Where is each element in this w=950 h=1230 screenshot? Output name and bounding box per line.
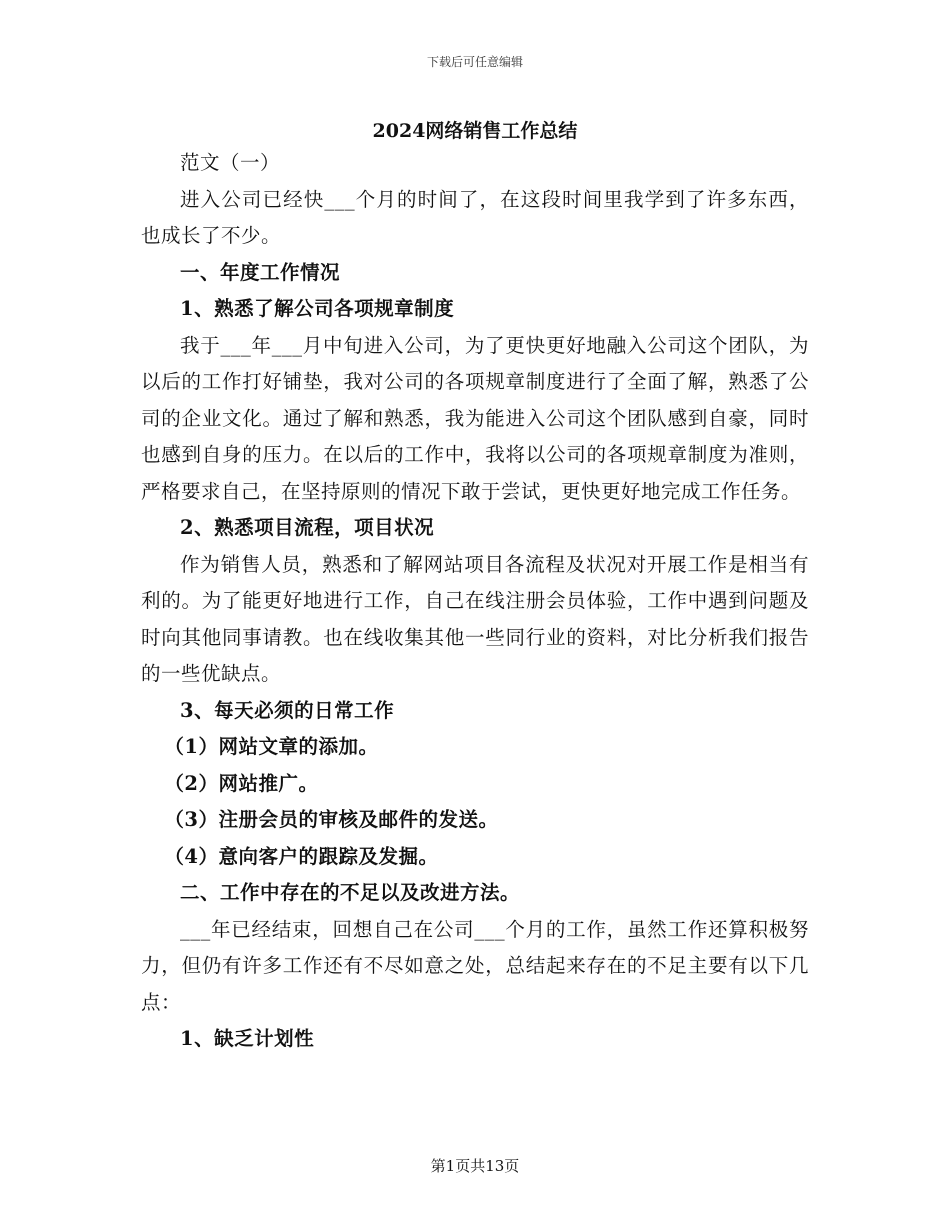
list-item: （2）网站推广。 xyxy=(164,771,319,795)
subheading-1-2: 2、熟悉项目流程，项目状况 xyxy=(180,516,435,539)
section-heading-2: 二、工作中存在的不足以及改进方法。 xyxy=(180,881,521,904)
document-title: 2024网络销售工作总结 xyxy=(372,120,578,142)
paragraph-rules: 我于___年___月中旬进入公司，为了更快更好地融入公司这个团队，为以后的工作打好铺垫，我对公司的各项规章制度进行了全面了解，熟悉了公司的企业文化。通过了解和熟悉，我为能进入公司这个团队感到自豪，同时也感到自身的压力。在以后的工作中，我将以公司的各项规章制度为准则，严格要求自己，在坚持原则的情况下敢于尝试，更快更好地完成工作任务。 xyxy=(141,333,809,503)
subheading-1-1: 1、熟悉了解公司各项规章制度 xyxy=(180,297,455,320)
list-item: （1）网站文章的添加。 xyxy=(164,735,379,758)
list-item: （4）意向客户的跟踪及发掘。 xyxy=(164,844,439,868)
subheading-2-1: 1、缺乏计划性 xyxy=(180,1027,315,1050)
page-number-footer: 第1页共13页 xyxy=(430,1157,520,1175)
header-note: 下载后可任意编辑 xyxy=(426,55,523,69)
document-body xyxy=(141,145,809,1058)
section-heading-1: 一、年度工作情况 xyxy=(180,260,341,284)
paragraph-intro: 进入公司已经快___个月的时间了，在这段时间里我学到了许多东西，也成长了不少。 xyxy=(141,187,809,247)
list-item: （3）注册会员的审核及邮件的发送。 xyxy=(164,808,499,831)
paragraph-shortcomings: ___年已经结束，回想自己在公司___个月的工作，虽然工作还算积极努力，但仍有许多工作还有不尽如意之处，总结起来存在的不足主要有以下几点： xyxy=(141,917,809,1014)
paragraph-sample-label: 范文（一） xyxy=(180,151,281,174)
paragraph-process: 作为销售人员，熟悉和了解网站项目各流程及状况对开展工作是相当有利的。为了能更好地进行工作，自己在线注册会员体验，工作中遇到问题及时向其他同事请教。也在线收集其他一些同行业的资料，对比分析我们报告的一些优缺点。 xyxy=(141,552,809,685)
subheading-1-3: 3、每天必须的日常工作 xyxy=(180,698,395,722)
